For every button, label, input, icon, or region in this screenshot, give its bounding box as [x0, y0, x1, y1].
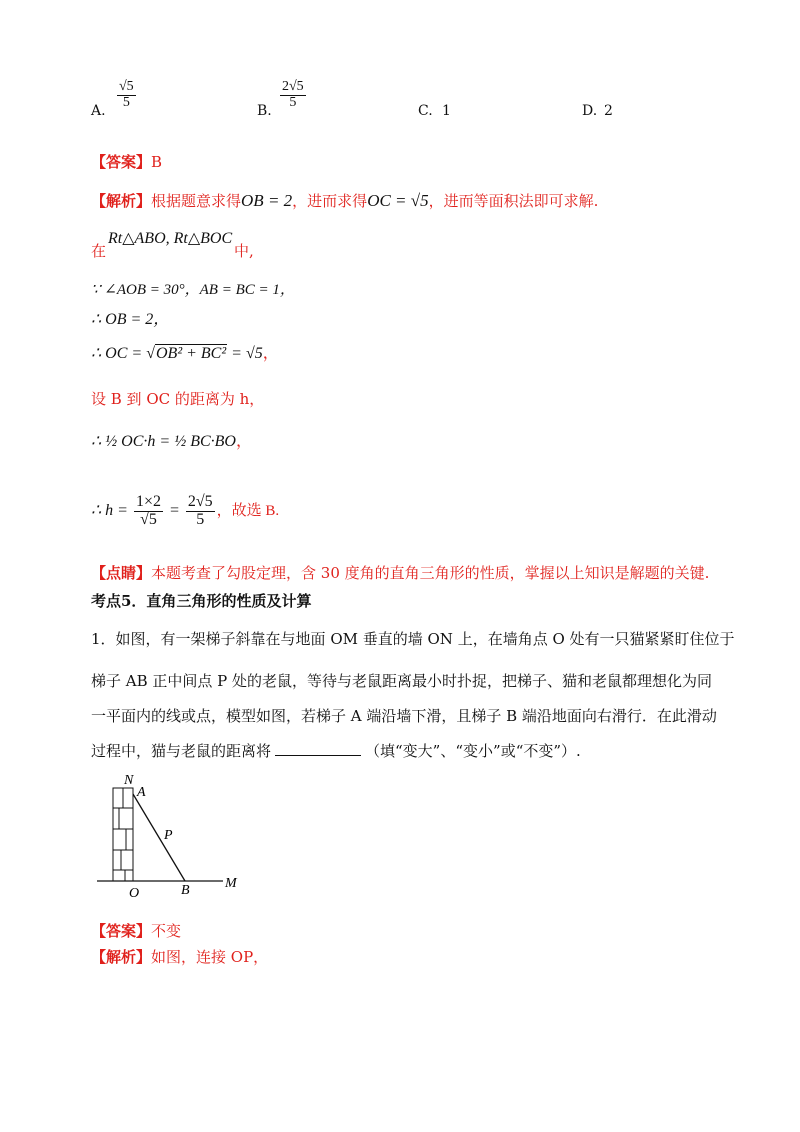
option-b-numerator: 2√5 [282, 79, 304, 94]
analysis-2-text: 如图，连接 OP， [151, 948, 269, 966]
analysis-2 [91, 946, 268, 967]
step-set-h: 设 B 到 OC 的距离为 h， [91, 390, 265, 408]
question-line-2: 梯子 AB 正中间点 P 处的老鼠，等待与老鼠距离最小时扑捉，把梯子、猫和老鼠都理想化为同 [91, 672, 713, 690]
option-b-label: B. [257, 103, 272, 119]
step-in-post: 中, [234, 242, 254, 260]
analysis-1 [91, 190, 598, 211]
label-n: N [124, 773, 134, 788]
answer-1 [91, 151, 162, 172]
analysis-1-text-3: ，进而等面积法即可求解. [428, 192, 599, 210]
step-in-pre: 在 [91, 242, 107, 260]
option-a-label: A. [91, 103, 106, 119]
step-oc-prefix: ∴ OC = [91, 345, 147, 362]
step-h-numerator-2: 2√5 [187, 493, 213, 510]
step-area [91, 428, 252, 451]
analysis-1-text-1: 根据题意求得 [151, 192, 242, 210]
section-title: 考点5．直角三角形的性质及计算 [91, 592, 312, 610]
comment-1 [91, 562, 709, 583]
step-h [91, 494, 279, 529]
answer-1-tag: 【答案】 [91, 153, 152, 171]
option-a-denominator: 5 [122, 94, 130, 110]
ladder-figure [95, 768, 255, 898]
label-p: P [164, 828, 173, 843]
option-d-value: 2 [604, 103, 613, 119]
step-area-end: ， [235, 433, 252, 450]
analysis-1-eq-ob: OB = 2 [241, 191, 293, 210]
analysis-1-text-2: ，进而求得 [292, 192, 368, 210]
step-h-denominator: √5 [140, 510, 157, 528]
comment-1-text: 本题考查了勾股定理，含 30 度角的直角三角形的性质，掌握以上知识是解题的关键. [151, 564, 710, 582]
question-line-3: 一平面内的线或点，模型如图，若梯子 A 端沿墙下滑，且梯子 B 端沿地面向右滑行．在此滑动 [91, 707, 717, 725]
label-a: A [137, 785, 146, 800]
analysis-1-eq-oc: OC = √5 [367, 191, 429, 210]
step-h-numerator: 1×2 [135, 493, 162, 510]
option-b-denominator: 5 [289, 94, 297, 110]
step-h-denominator-2: 5 [196, 510, 205, 528]
option-b-fraction [278, 80, 308, 110]
label-b: B [181, 883, 190, 898]
label-m: M [225, 876, 237, 891]
brick-wall [113, 788, 133, 881]
step-ob: ∴ OB = 2， [91, 311, 170, 328]
question-line-4b: （填“变大”、“变小”或“不变”）. [365, 742, 581, 760]
answer-2 [91, 920, 181, 941]
step-triangles: Rt△ABO, Rt△BOC [108, 230, 233, 247]
step-because: ∵ ∠AOB = 30°，AB = BC = 1， [91, 282, 295, 298]
sqrt-sign-icon: √OB² + BC² [146, 345, 227, 362]
step-h-equals: = [165, 501, 184, 519]
option-c-label: C. [418, 103, 433, 119]
option-a-numerator: √5 [119, 79, 134, 94]
option-c-value: 1 [442, 103, 451, 119]
step-h-prefix: ∴ h = [91, 501, 132, 519]
question-line-4a: 过程中，猫与老鼠的距离将 [91, 742, 272, 760]
option-d-label: D. [582, 103, 598, 119]
analysis-1-tag: 【解析】 [91, 192, 152, 210]
step-oc [91, 340, 279, 363]
question-line-4 [91, 740, 581, 761]
analysis-2-tag: 【解析】 [91, 948, 152, 966]
ladder-line [133, 794, 185, 881]
answer-blank [275, 743, 361, 756]
answer-1-value: B [151, 153, 163, 171]
step-h-end: ，故选 B. [216, 502, 280, 519]
answer-2-value: 不变 [151, 922, 182, 940]
step-oc-radicand: OB² + BC² [155, 345, 227, 362]
label-o: O [129, 886, 140, 898]
step-area-equation: ∴ ½ OC·h = ½ BC·BO [91, 433, 236, 450]
answer-2-tag: 【答案】 [91, 922, 152, 940]
comment-1-tag: 【点睛】 [91, 564, 152, 582]
step-oc-result: = √5 [227, 345, 263, 362]
question-line-1: 1．如图，有一架梯子斜靠在与地面 OM 垂直的墙 ON 上，在墙角点 O 处有一只猫紧紧盯住位于 [91, 630, 735, 648]
step-oc-end: ， [262, 345, 279, 362]
option-a-fraction [115, 80, 138, 110]
